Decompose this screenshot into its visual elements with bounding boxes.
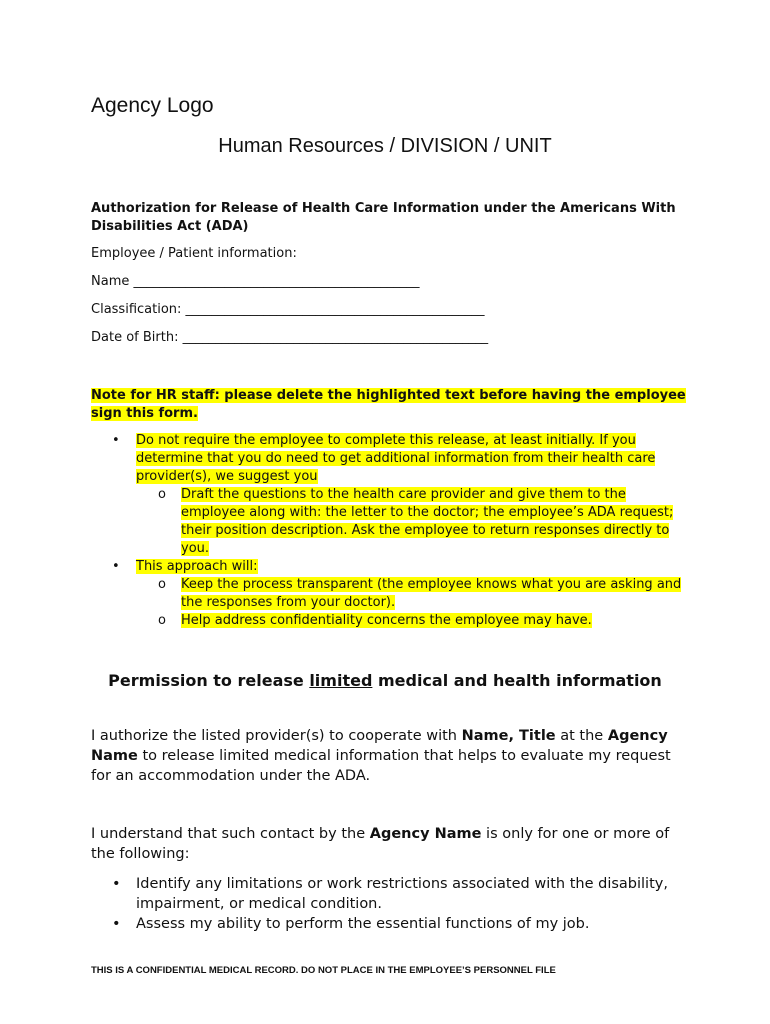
list-item <box>91 486 691 558</box>
list-item-text: Identify any limitations or work restrictions associated with the disability, impairment, or medical condition. <box>136 876 668 912</box>
name-title-placeholder: Name, Title <box>461 728 556 744</box>
form-title: Authorization for Release of Health Care Information under the Americans With Disabilities Act (ADA) <box>91 201 676 234</box>
list-item-text: This approach will: <box>136 559 258 574</box>
agency-name-placeholder: Agency Name <box>369 826 482 842</box>
dob-field[interactable]: Date of Birth: _______________________________________________ <box>91 330 489 345</box>
paragraph-text: to release limited medical information that helps to evaluate my request for an accommodation under the ADA. <box>91 748 671 784</box>
purpose-list <box>91 874 691 934</box>
paragraph-text: I understand that such contact by the <box>91 826 370 842</box>
name-field[interactable]: Name ____________________________________________ <box>91 274 420 289</box>
circle-bullet-icon: o <box>158 487 166 502</box>
understanding-paragraph <box>91 824 691 864</box>
bullet-icon: • <box>112 559 120 574</box>
list-item <box>91 558 691 576</box>
classification-field[interactable]: Classification: ______________________________________________ <box>91 302 485 317</box>
bullet-icon: • <box>112 916 121 932</box>
list-item <box>91 914 691 934</box>
employee-info-label: Employee / Patient information: <box>91 246 297 261</box>
bullet-icon: • <box>112 876 121 892</box>
hr-note-heading <box>91 387 691 423</box>
permission-title-part: medical and health information <box>372 671 662 690</box>
bullet-icon: • <box>112 433 120 448</box>
agency-logo: Agency Logo <box>91 94 214 117</box>
list-item-text: Assess my ability to perform the essential functions of my job. <box>136 916 590 932</box>
list-item <box>91 874 691 914</box>
paragraph-text: at the <box>555 728 608 744</box>
list-item <box>91 576 691 612</box>
permission-title <box>91 670 679 692</box>
agency-name-placeholder: Agency Name <box>91 728 668 764</box>
hr-note-list <box>91 432 691 630</box>
authorization-paragraph <box>91 726 691 786</box>
circle-bullet-icon: o <box>158 613 166 628</box>
list-item-text: Help address confidentiality concerns the employee may have. <box>181 613 592 628</box>
paragraph-text: is only for one or more of the following: <box>91 826 670 862</box>
list-item-text: Keep the process transparent (the employee knows what you are asking and the responses from your doctor). <box>181 577 682 610</box>
permission-title-part: Permission to release <box>108 671 310 690</box>
list-item <box>91 612 691 630</box>
list-item-text: Draft the questions to the health care provider and give them to the employee along with: the letter to the doctor; the employee’s ADA request; their position description. Ask the employee to return responses directly to you. <box>181 487 674 556</box>
list-item <box>91 432 691 486</box>
hr-note-heading-text: Note for HR staff: please delete the highlighted text before having the employee sign this form. <box>91 388 686 421</box>
circle-bullet-icon: o <box>158 577 166 592</box>
permission-title-emphasis: limited <box>309 671 373 690</box>
confidential-footer: THIS IS A CONFIDENTIAL MEDICAL RECORD. DO NOT PLACE IN THE EMPLOYEE’S PERSONNEL FILE <box>91 965 556 976</box>
division-heading: Human Resources / DIVISION / UNIT <box>218 135 552 157</box>
list-item-text: Do not require the employee to complete this release, at least initially. If you determine that you do need to get additional information from their health care provider(s), we suggest you <box>136 433 656 484</box>
paragraph-text: I authorize the listed provider(s) to cooperate with <box>91 728 462 744</box>
